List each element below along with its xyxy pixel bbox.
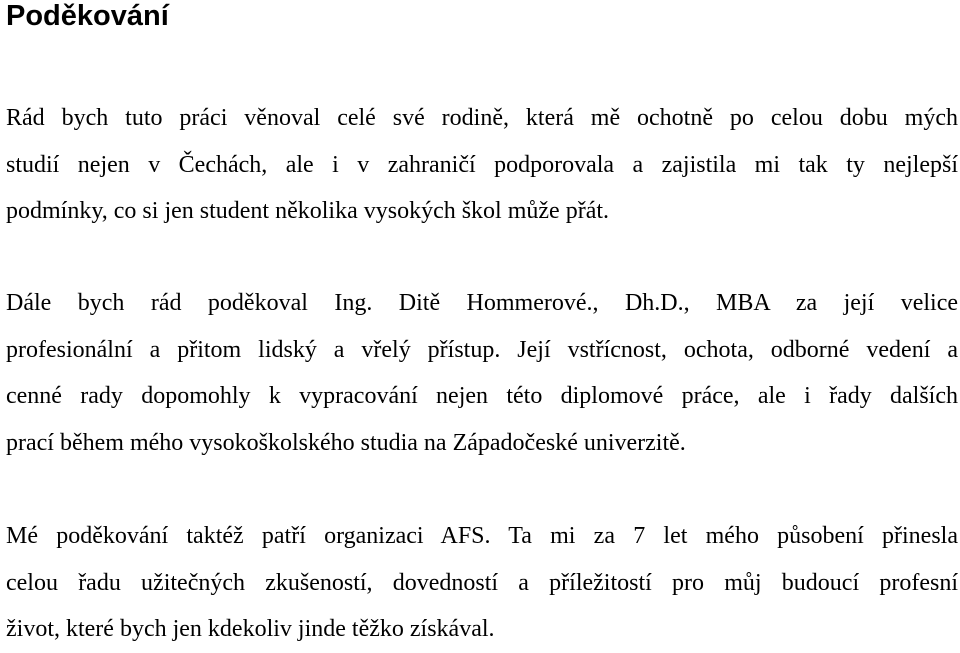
text-line: profesionální a přitom lidský a vřelý přístup. Její vstřícnost, ochota, odborné vedení a [6,336,958,363]
text-line: život, které bych jen kdekoliv jinde těžko získával. [6,616,495,642]
text-line: cenné rady dopomohly k vypracování nejen této diplomové práce, ale i řady dalších [6,383,958,409]
text-line: celou řadu užitečných zkušeností, dovedností a příležitostí pro můj budoucí profesní [6,569,958,596]
text-line: Mé poděkování taktéž patří organizaci AFS. Ta mi za 7 let mého působení přinesla [6,523,958,549]
text-line: Dále bych rád poděkoval Ing. Ditě Hommerové., Dh.D., MBA za její velice [6,290,958,316]
paragraph-family-thanks [6,95,958,235]
text-line: podmínky, co si jen student několika vysokých škol může přát. [6,198,610,224]
text-line: Rád bych tuto práci věnoval celé své rodině, která mě ochotně po celou dobu mých [6,105,958,131]
paragraph-supervisor-thanks [6,280,958,466]
text-line: prací během mého vysokoškolského studia na Západočeské univerzitě. [6,429,686,456]
text-line: studií nejen v Čechách, ale i v zahraničí podporovala a zajistila mi tak ty nejlepší [6,151,958,178]
page-title: Poděkování [6,0,169,32]
paragraph-afs-thanks [6,513,958,653]
